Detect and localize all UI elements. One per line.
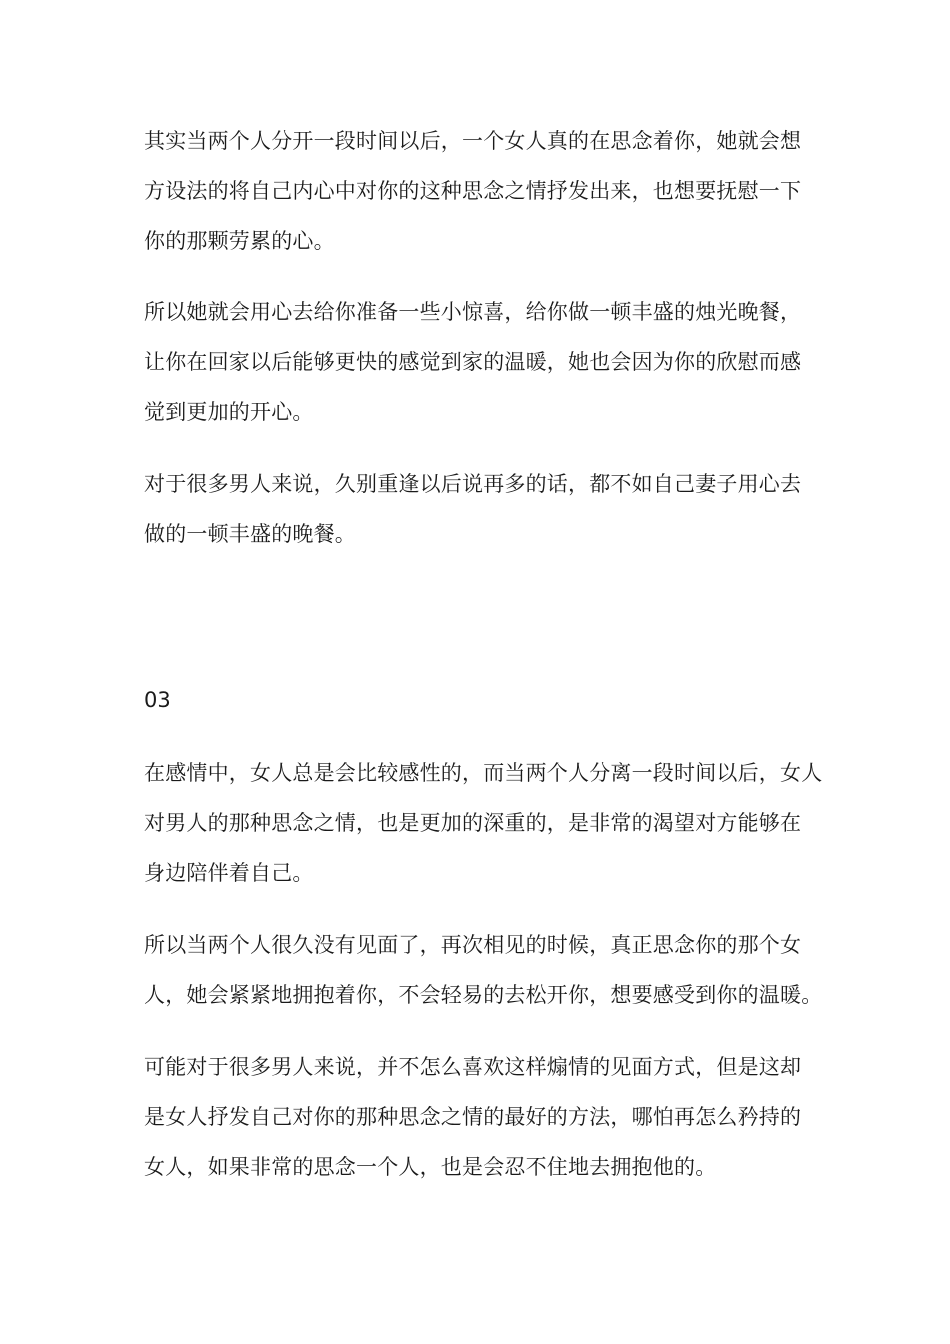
paragraph-3-line-1: 对于很多男人来说，久别重逢以后说再多的话，都不如自己妻子用心去	[144, 472, 802, 496]
paragraph-4-line-2: 对男人的那种思念之情，也是更加的深重的，是非常的渴望对方能够在	[144, 811, 802, 835]
paragraph-1-line-3: 你的那颗劳累的心。	[144, 229, 335, 253]
paragraph-6-line-1: 可能对于很多男人来说，并不怎么喜欢这样煽情的见面方式，但是这却	[144, 1055, 802, 1079]
paragraph-3-line-2: 做的一顿丰盛的晚餐。	[144, 522, 356, 546]
paragraph-6-line-2: 是女人抒发自己对你的那种思念之情的最好的方法，哪怕再怎么矜持的	[144, 1105, 802, 1129]
paragraph-4-line-1: 在感情中，女人总是会比较感性的，而当两个人分离一段时间以后，女人	[144, 761, 823, 785]
paragraph-2-line-1: 所以她就会用心去给你准备一些小惊喜，给你做一顿丰盛的烛光晚餐，	[144, 300, 802, 324]
paragraph-2-line-2: 让你在回家以后能够更快的感觉到家的温暖，她也会因为你的欣慰而感	[144, 350, 802, 374]
section-number: 03	[144, 688, 171, 712]
paragraph-1-line-2: 方设法的将自己内心中对你的这种思念之情抒发出来，也想要抚慰一下	[144, 179, 802, 203]
paragraph-5-line-2: 人，她会紧紧地拥抱着你，不会轻易的去松开你，想要感受到你的温暖。	[144, 983, 823, 1007]
paragraph-6-line-3: 女人，如果非常的思念一个人，也是会忍不住地去拥抱他的。	[144, 1155, 717, 1179]
paragraph-2-line-3: 觉到更加的开心。	[144, 400, 314, 424]
paragraph-4-line-3: 身边陪伴着自己。	[144, 861, 314, 885]
paragraph-1-line-1: 其实当两个人分开一段时间以后，一个女人真的在思念着你，她就会想	[144, 129, 802, 153]
paragraph-5-line-1: 所以当两个人很久没有见面了，再次相见的时候，真正思念你的那个女	[144, 933, 802, 957]
